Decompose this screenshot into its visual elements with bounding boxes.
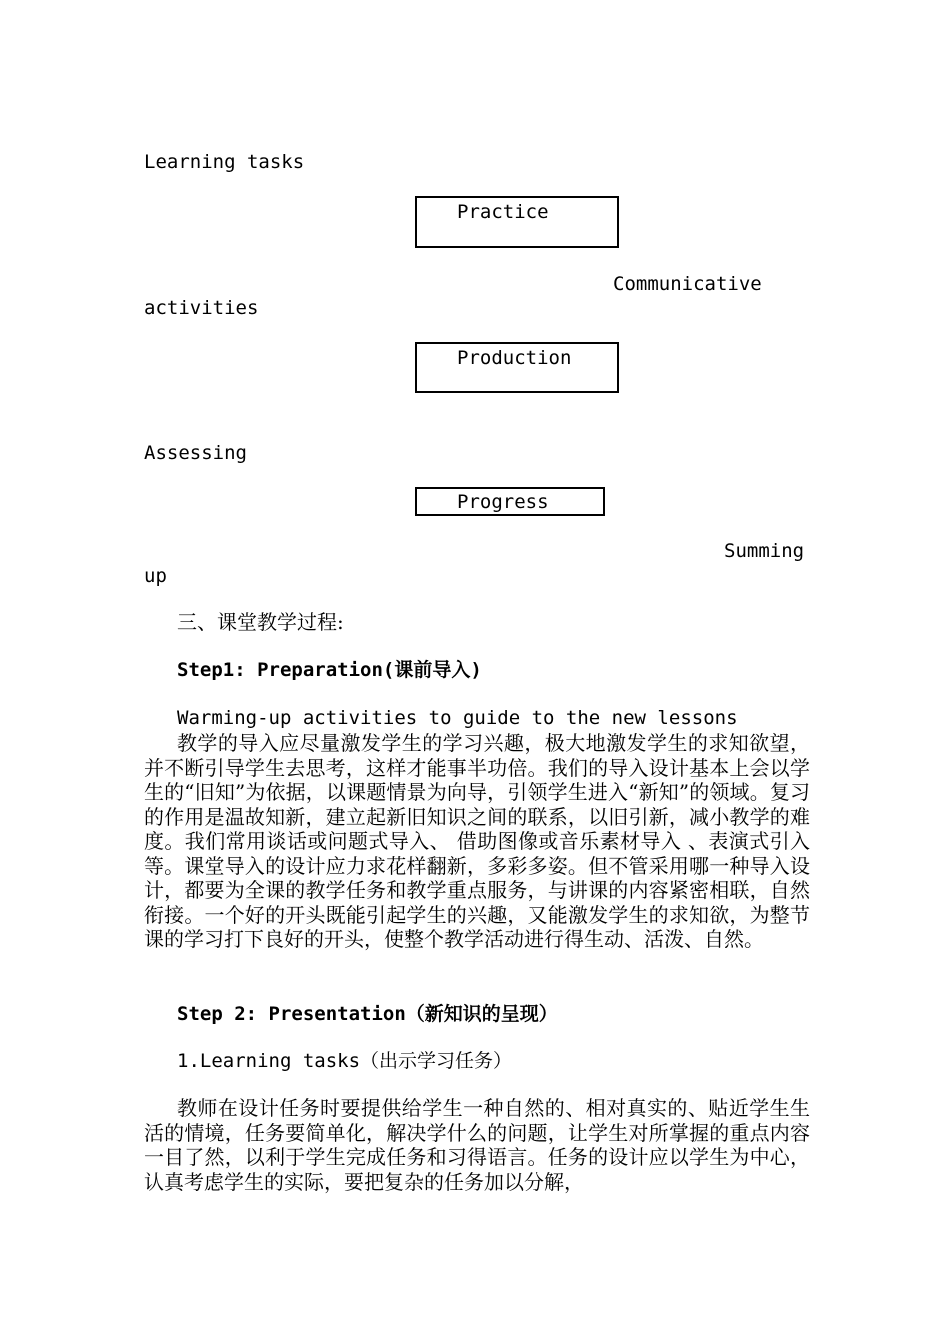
box-practice bbox=[415, 196, 619, 248]
box-production bbox=[415, 342, 619, 393]
step2-body-text: 教师在设计任务时要提供给学生一种自然的、相对真实的、贴近学生生活的情境，任务要简单化，解决学什么的问题，让学生对所掌握的重点内容一目了然，以利于学生完成任务和习得语言。任务的设计应以学生为中心，认真考虑学生的实际，要把复杂的任务加以分解， bbox=[144, 1096, 810, 1194]
box-production-label: Production bbox=[457, 347, 572, 369]
step2-title: Step 2: Presentation（新知识的呈现） bbox=[177, 1003, 558, 1025]
label-assessing: Assessing bbox=[144, 442, 247, 464]
step1-title: Step1: Preparation(课前导入) bbox=[177, 659, 482, 681]
step1-body bbox=[144, 731, 810, 952]
step1-body-text: 教学的导入应尽量激发学生的学习兴趣，极大地激发学生的求知欲望，并不断引导学生去思考，这样才能事半功倍。我们的导入设计基本上会以学生的“旧知”为依据，以课题情景为向导，引领学生进入“新知”的领域。复习的作用是温故知新，建立起新旧知识之间的联系，以旧引新，减小教学的难度。我们常用谈话或问题式导入、 借助图像或音乐素材导入 、表演式引入等。课堂导入的设计应力求花样翻新，多彩多姿。但不管采用哪一种导入设计，都要为全课的教学任务和教学重点服务，与讲课的内容紧密相联，自然衔接。一个好的开头既能引起学生的兴趣，又能激发学生的求知欲，为整节课的学习打下良好的开头，使整个教学活动进行得生动、活泼、自然。 bbox=[144, 731, 810, 951]
box-practice-label: Practice bbox=[457, 201, 549, 223]
step2-body bbox=[144, 1096, 810, 1194]
label-summing: Summing bbox=[724, 540, 805, 562]
step2-item: 1.Learning tasks（出示学习任务） bbox=[177, 1050, 513, 1072]
section-heading: 三、课堂教学过程: bbox=[177, 610, 344, 634]
box-progress bbox=[415, 487, 605, 516]
label-learning-tasks: Learning tasks bbox=[144, 151, 305, 173]
label-up: up bbox=[144, 565, 167, 587]
step1-subtitle: Warming-up activities to guide to the new lessons bbox=[177, 707, 738, 729]
label-communicative: Communicative bbox=[613, 273, 762, 295]
label-activities: activities bbox=[144, 297, 259, 319]
box-progress-label: Progress bbox=[457, 491, 549, 513]
